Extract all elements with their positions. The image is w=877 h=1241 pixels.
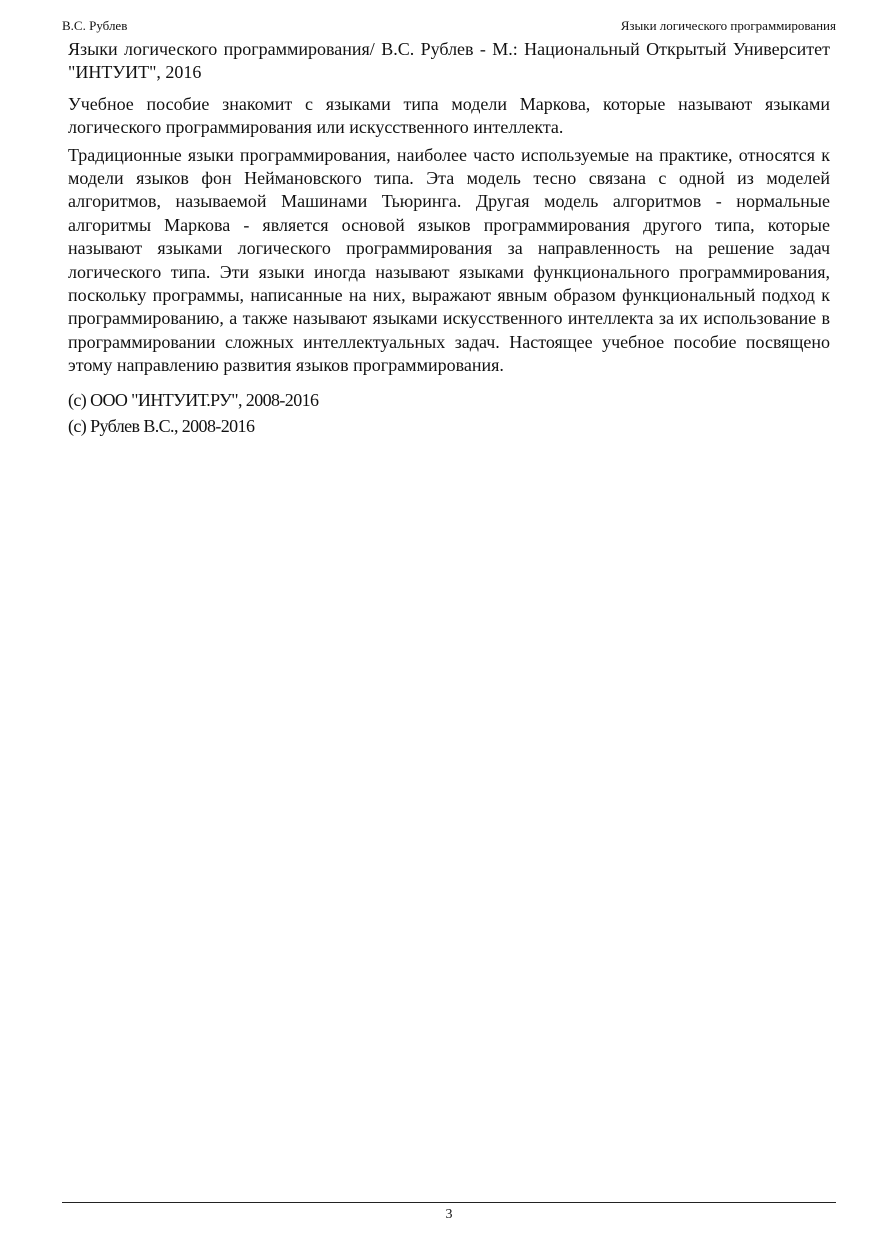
header-author: В.С. Рублев [62, 18, 128, 33]
copyright-publisher: (c) ООО "ИНТУИТ.РУ", 2008-2016 [68, 389, 319, 410]
header-running-title: Языки логического программирования [620, 18, 836, 33]
page-content [68, 38, 830, 439]
bibliographic-citation: Языки логического программирования/ В.С. Рублев - М.: Национальный Открытый Университет "ИНТУИТ", 2016 [68, 39, 830, 83]
annotation-paragraph: Учебное пособие знакомит с языками типа модели Маркова, которые называют языками логического программирования или искусственного интеллекта. [68, 93, 830, 138]
copyright-author: (c) Рублев В.С., 2008-2016 [68, 415, 255, 436]
annotation-paragraph: Традиционные языки программирования, наиболее часто используемые на практике, относятся к модели языков фон Неймановского типа. Эта модель тесно связана с одной из моделей алгоритмов, называемой Машинами Тьюринга. Другая модель алгоритмов - нормальные алгоритмы Маркова - является основой языков программирования другого типа, которые называют языками логического программирования за направленность на решение задач логического типа. Эти языки иногда называют языками функционального программирования, поскольку программы, написанные на них, выражают явным образом функциональный подход к программированию, а также называют языками искусственного интеллекта за их использование в программировании сложных интеллектуальных задач. Настоящее учебное пособие посвящено этому направлению развития языков программирования. [68, 144, 830, 376]
running-header [62, 17, 836, 35]
page-number: 3 [445, 1207, 453, 1222]
footer-divider [62, 1202, 836, 1203]
